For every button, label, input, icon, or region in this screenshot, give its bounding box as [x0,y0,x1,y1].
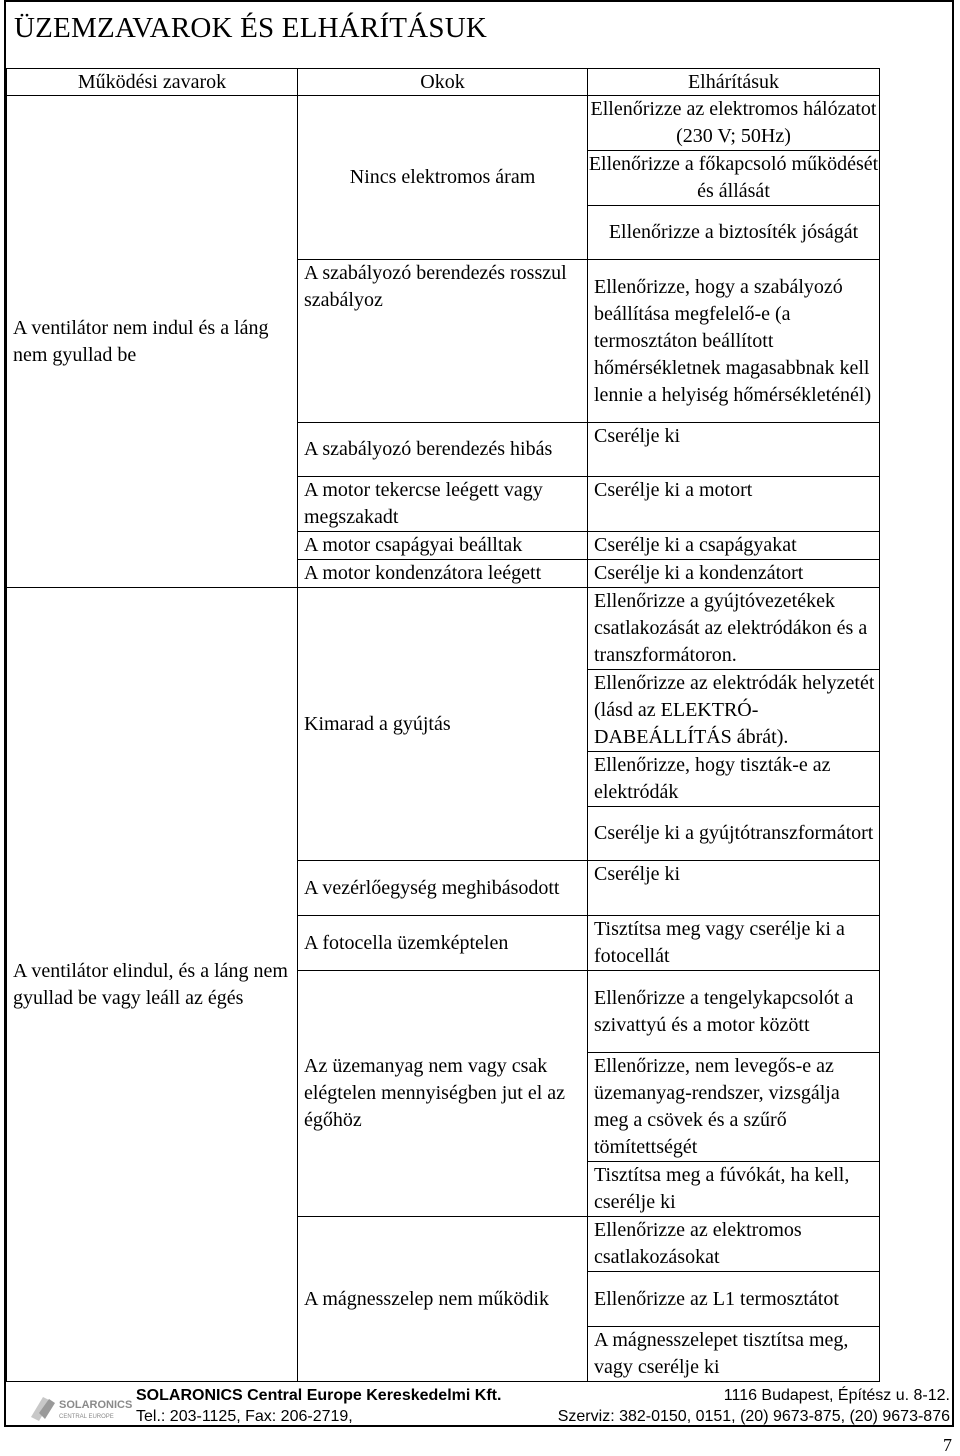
remedy-cell: Cserélje ki a csapágyakat [588,532,880,560]
remedy-cell: Ellenőrizze az elektromos hálózatot (230 V; 50Hz) [588,96,880,151]
logo-text: SOLARONICS [59,1399,133,1411]
remedy-cell: Ellenőrizze a tengelykapcsolót a szivattyú és a motor között [588,971,880,1053]
table-header-row [7,69,880,96]
remedy-cell: Ellenőrizze a biztosíték jóságát [588,206,880,260]
remedy-cell: Ellenőrizze az elektromos csatlakozásokat [588,1217,880,1272]
column-header-faults: Működési zavarok [7,69,298,96]
solaronics-logo [29,1391,149,1423]
remedy-cell: Ellenőrizze a főkapcsoló működését és állását [588,151,880,206]
remedy-cell: A mágnesszelepet tisztítsa meg, vagy cserélje ki [588,1327,880,1382]
service-phones: Szerviz: 382-0150, 0151, (20) 9673-875, (20) 9673-876 [557,1408,950,1425]
remedy-cell: Ellenőrizze, nem levegős-e az üzemanyag-rendszer, vizsgálja meg a csövek és a szűrő tömítettségét [588,1053,880,1162]
remedy-cell: Cserélje ki a gyújtótranszformátort [588,807,880,861]
company-name: SOLARONICS Central Europe Kereskedelmi Kft. [136,1387,502,1404]
page-number: 7 [943,1435,952,1455]
cause-cell: A szabályozó berendezés hibás [298,423,588,477]
cause-cell: A fotocella üzemképtelen [298,916,588,971]
page-title: ÜZEMZAVAROK ÉS ELHÁRÍTÁSUK [14,12,487,44]
cause-cell: A motor tekercse leégett vagy megszakadt [298,477,588,532]
remedy-cell: Cserélje ki a motort [588,477,880,532]
phone-fax: Tel.: 203-1125, Fax: 206-2719, [136,1408,353,1425]
fault-cell: A ventilátor nem indul és a láng nem gyullad be [7,96,298,588]
cause-cell: Az üzemanyag nem vagy csak elégtelen mennyiségben jut el az égőhöz [298,971,588,1217]
remedy-cell: Ellenőrizze, hogy a szabályozó beállítása megfelelő-e (a termosztáton beállított hőmérsékletnek magasabbnak kell lennie a helyiség hőmérsékleténél) [588,260,880,423]
page-footer [4,1385,954,1427]
remedy-cell: Tisztítsa meg a fúvókát, ha kell, cserélje ki [588,1162,880,1217]
column-header-remedies: Elhárításuk [588,69,880,96]
troubleshooting-table [6,68,880,1382]
remedy-cell: Ellenőrizze az elektródák helyzetét (lásd az ELEKTRÓ-DABEÁLLÍTÁS ábrát). [588,670,880,752]
remedy-cell: Cserélje ki [588,423,880,477]
remedy-cell: Cserélje ki a kondenzátort [588,560,880,588]
cause-cell: A vezérlőegység meghibásodott [298,861,588,916]
remedy-cell: Ellenőrizze az L1 termosztátot [588,1272,880,1327]
logo-subtext: CENTRAL EUROPE [59,1414,114,1420]
column-header-causes: Okok [298,69,588,96]
cause-cell: Nincs elektromos áram [298,96,588,260]
cause-cell: A szabályozó berendezés rosszul szabályoz [298,260,588,423]
remedy-cell: Tisztítsa meg vagy cserélje ki a fotocellát [588,916,880,971]
remedy-cell: Cserélje ki [588,861,880,916]
cause-cell: A motor csapágyai beálltak [298,532,588,560]
cause-cell: A mágnesszelep nem működik [298,1217,588,1382]
company-address: 1116 Budapest, Építész u. 8-12. [723,1387,950,1404]
cause-cell: A motor kondenzátora leégett [298,560,588,588]
remedy-cell: Ellenőrizze, hogy tiszták-e az elektródák [588,752,880,807]
remedy-cell: Ellenőrizze a gyújtóvezetékek csatlakozását az elektródákon és a transzformátoron. [588,588,880,670]
cause-cell: Kimarad a gyújtás [298,588,588,861]
fault-cell: A ventilátor elindul, és a láng nem gyullad be vagy leáll az égés [7,588,298,1382]
logo-mark-icon [29,1391,149,1423]
